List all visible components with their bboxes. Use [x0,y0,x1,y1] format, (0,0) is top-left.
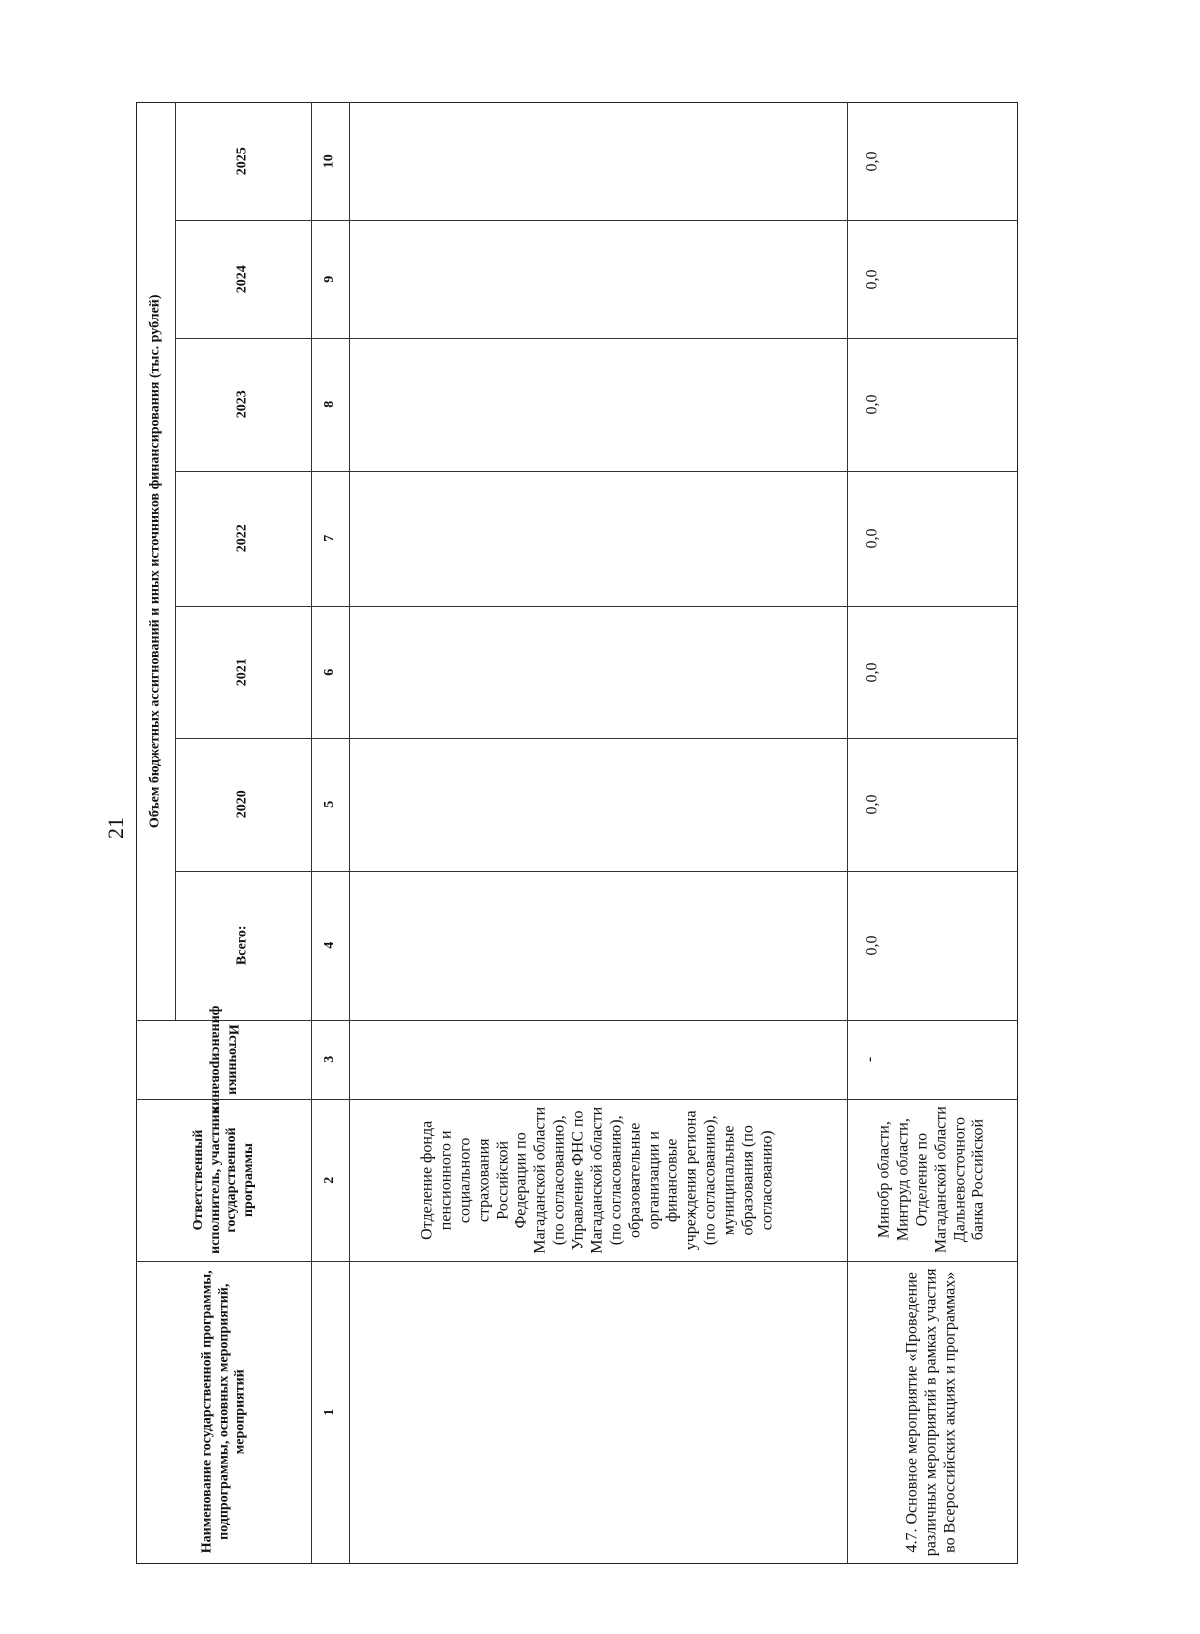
header-col-1: Наименование государственной программы, подпрограммы, основных мероприятий, мероприятий [199,1270,248,1554]
header-col-3: Источники финансирования [209,1005,241,1114]
header-col-9: 2024 [234,264,250,293]
header-col-5: 2020 [234,790,250,819]
row2-total: 0,0 [863,935,881,956]
page-number: 21 [103,817,128,839]
row2-2020: 0,0 [863,794,881,815]
header-col-10: 2025 [234,147,250,176]
header-col-2: Ответственный исполнитель, участник государственной программы [190,1106,256,1254]
header-col-4: Всего: [234,925,250,966]
row2-executor: Минобр области, Минтруд области, Отделение по Магаданской области Дальневосточного банка Российской [875,1106,987,1254]
col-num-10: 10 [321,154,337,169]
row2-2022: 0,0 [863,528,881,549]
col-num-8: 8 [321,400,337,408]
header-col-6: 2021 [234,657,250,686]
row2-2025: 0,0 [863,151,881,172]
row2-2024: 0,0 [863,269,881,289]
row2-name: 4.7. Основное мероприятие «Проведение различных мероприятий в рамках участия во Всероссийских акциях и программах» [903,1268,959,1556]
row1-executor: Отделение фонда пенсионного и социального страхования Российской Федерации по Магаданской области (по согласованию), Управление ФНС по Магаданской области (по согласованию), образовательные организации и финансовые учреждения региона (по согласованию), муниципальные образования (по согласованию) [418,1106,776,1254]
row-border-numbers [349,102,350,1564]
header-col-7: 2022 [234,524,250,553]
col-num-6: 6 [321,668,337,676]
col-num-5: 5 [321,800,337,808]
row2-2023: 0,0 [863,394,881,415]
col-num-3: 3 [321,1055,337,1063]
row2-source: - [861,1056,879,1063]
col-num-4: 4 [321,941,337,949]
header-col-8: 2023 [234,390,250,419]
header-funding-group: Объем бюджетных ассигнований и иных источников финансирования (тыс. рублей) [147,294,163,828]
col-num-1: 1 [321,1408,337,1416]
col-num-9: 9 [321,275,337,283]
col-num-7: 7 [321,534,337,542]
col-num-2: 2 [321,1176,337,1184]
row2-2021: 0,0 [863,662,881,682]
